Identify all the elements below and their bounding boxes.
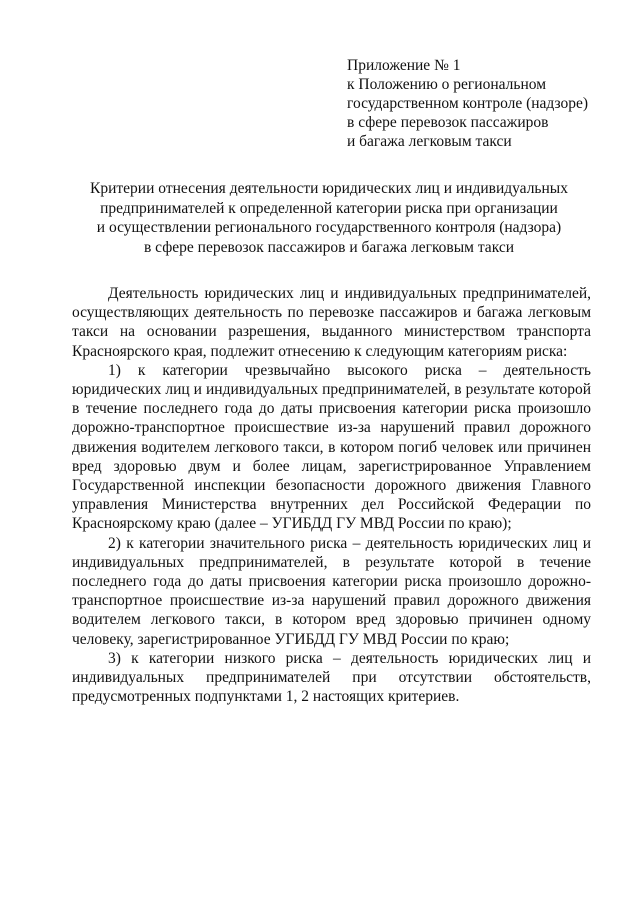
intro-paragraph: Деятельность юридических лиц и индивидуальных предпринимателей, осуществляющих деятельность по перевозке пассажиров и багажа легковым такси на основании разрешения, выданного министерством транспорта Красноярского края, подлежит отнесению к следующим категориям риска: [72,285,591,360]
title-line: и осуществлении регионального государственного контроля (надзора) [96,219,562,236]
title-line: в сфере перевозок пассажиров и багажа легковым такси [143,238,515,256]
document-title [70,179,588,257]
appendix-line: к Положению о региональном [347,76,547,93]
appendix-line: Приложение № 1 [347,57,461,74]
criterion-low-risk: 3) к категории низкого риска – деятельность юридических лиц и индивидуальных предпринимателей при отсутствии обстоятельств, предусмотренных подпунктами 1, 2 настоящих критериев. [72,649,591,706]
appendix-header [347,56,617,151]
appendix-line: в сфере перевозок пассажиров [347,114,549,131]
document-body [72,284,591,706]
title-line: предпринимателей к определенной категории риска при организации [100,199,558,217]
title-line: Критерии отнесения деятельности юридических лиц и индивидуальных [90,180,568,197]
appendix-line: и багажа легковым такси [347,133,512,150]
criterion-extremely-high-risk: 1) к категории чрезвычайно высокого риска – деятельность юридических лиц и индивидуальных предпринимателей, в результате которой в течение последнего года до даты присвоения категории риска произошло дорожно-транспортное происшествие из-за нарушений правил дорожного движения водителем легкового такси, в котором погиб человек или причинен вред здоровью двум и более лицам, зарегистрированное Управлением Государственной инспекции безопасности дорожного движения Главного управления Министерства внутренних дел Российской Федерации по Красноярскому краю (далее – УГИБДД ГУ МВД России по краю); [72,361,591,533]
appendix-line: государственном контроле (надзоре) [347,95,589,112]
criterion-significant-risk: 2) к категории значительного риска – деятельность юридических лиц и индивидуальных предпринимателей, в результате которой в течение последнего года до даты присвоения категории риска произошло дорожно-транспортное происшествие из-за нарушений правил дорожного движения водителем легкового такси, в котором вред здоровью причинен одному человеку, зарегистрированное УГИБДД ГУ МВД России по краю; [72,534,591,648]
